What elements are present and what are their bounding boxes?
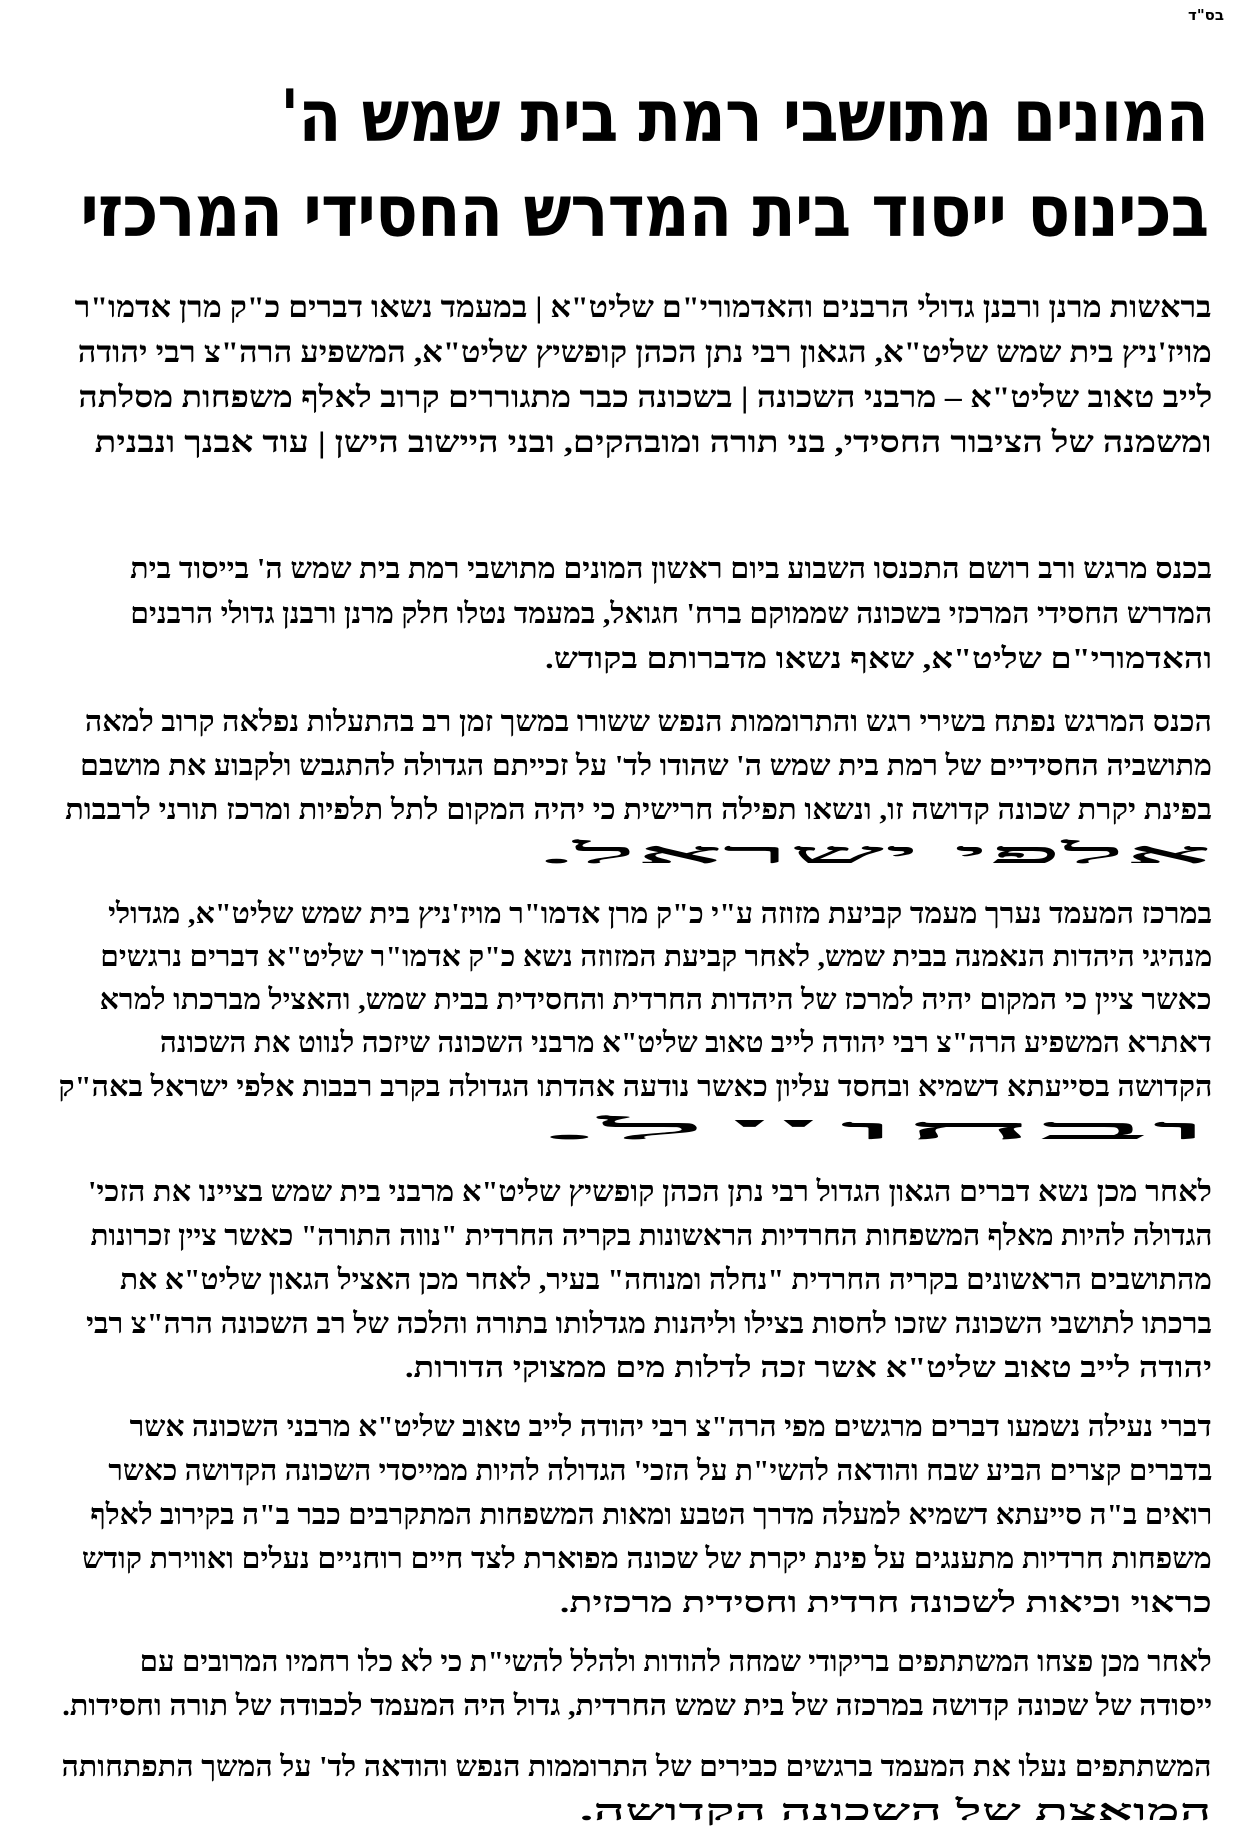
paragraph-line: בדברים קצרים הביע שבח והודאה להשי"ת על הזכי' הגדולה להיות ממייסדי השכונה הקדושה כאשר bbox=[107, 1455, 1212, 1487]
paragraph-line: המדרש החסידי המרכזי בשכונה שממוקם ברח' חגואל, במעמד נטלו חלק מרנן ורבנן גדולי הרבנים bbox=[130, 598, 1212, 630]
paragraph-line: אלפי ישראל. bbox=[539, 838, 1212, 870]
paragraph-line: המשתתפים נעלו את המעמד ברגשים כבירים של התרוממות הנפש והודאה לד' על המשך התפתחותה bbox=[61, 1751, 1212, 1783]
paragraph-line: כאשר ציין כי המקום יהיה למרכז של היהדות החרדית והחסידית בבית שמש, והאציל מברכתו למרא bbox=[100, 984, 1212, 1016]
paragraph-line: בכנס מרגש ורב רושם התכנסו השבוע ביום ראשון המונים מתושבי רמת בית שמש ה' בייסוד בית bbox=[130, 553, 1212, 585]
paragraph-line: דברי נעילה נשמעו דברים מרגשים מפי הרה"צ רבי יהודה לייב טאוב שליט"א מרבני השכונה אשר bbox=[129, 1411, 1212, 1443]
subtitle-line: לייב טאוב שליט"א – מרבני השכונה | בשכונה כבר מתגוררים קרוב לאלף משפחות מסלתה bbox=[78, 381, 1212, 414]
paragraph-line: משפחות חרדיות מתענגים על פינת יקרת של שכונה מפוארת לצד חיים רוחניים נעלים ואווירת קודש bbox=[82, 1543, 1212, 1575]
paragraph-line: ברכתו לתושבי השכונה שזכו לחסות בצילו וליהנות מגדלותו בתורה והלכה של רב השכונה הרה"צ רבי bbox=[85, 1308, 1212, 1340]
paragraph-line: כראוי וכיאות לשכונה חרדית וחסידית מרכזית. bbox=[560, 1587, 1212, 1619]
paragraph-line: הגדולה להיות מאלף המשפחות החרדיות הראשונות בקריה החרדית "נווה התורה" כאשר ציין זכרונות bbox=[89, 1220, 1212, 1252]
paragraph-line: במרכז המעמד נערך מעמד קביעת מזוזה ע"י כ"ק מרן אדמו"ר מויז'ניץ בית שמש שליט"א, מגדולי bbox=[107, 898, 1212, 930]
subtitle-line: ומשמנה של הציבור החסידי, בני תורה ומובהקים, ובני היישוב הישן | עוד אבנך ונבנית bbox=[94, 426, 1212, 459]
headline-line-2: בכינוס ייסוד בית המדרש החסידי המרכזי bbox=[79, 169, 1208, 253]
paragraph-line: דאתרא המשפיע הרה"צ רבי יהודה לייב טאוב שליט"א מרבני השכונה שיזכה לנווט את השכונה bbox=[160, 1027, 1212, 1059]
paragraph-line: ייסודה של שכונה קדושה במרכזה של בית שמש החרדית, גדול היה המעמד לכבודה של תורה וחסידות. bbox=[61, 1690, 1212, 1722]
paragraph-line: רואים ב"ה סייעתא דשמיא למעלה מדרך הטבע ומאות המשפחות המתקרבים כבר ב"ה בקירוב לאלף bbox=[89, 1499, 1212, 1531]
subtitle-line: מויז'ניץ בית שמש שליט"א, הגאון רבי נתן הכהן קופשיץ שליט"א, המשפיע הרה"צ רבי יהודה bbox=[78, 336, 1212, 369]
bsd-header-mark: בס"ד bbox=[1188, 6, 1224, 24]
headline-line-1: המונים מתושבי רמת בית שמש ה' bbox=[280, 74, 1208, 158]
paragraph-line: לאחר מכן פצחו המשתתפים בריקודי שמחה להודות ולהלל להשי"ת כי לא כלו רחמיו המרובים עם bbox=[139, 1646, 1212, 1678]
paragraph-line: הקדושה בסייעתא דשמיא ובחסד עליון כאשר נודעה אהדתו הגדולה בקרב רבבות אלפי ישראל באה"ק bbox=[57, 1071, 1212, 1103]
paragraph-line: מתושביה החסידיים של רמת בית שמש ה' שהודו לד' על זכייתם הגדולה להתגבש ולקבוע את מושבם bbox=[80, 750, 1212, 782]
paragraph-line: לאחר מכן נשא דברים הגאון הגדול רבי נתן הכהן קופשיץ שליט"א מרבני בית שמש בציינו את הזכי' bbox=[88, 1176, 1212, 1208]
paragraph-line: הכנס המרגש נפתח בשירי רגש והתרוממות הנפש ששורו במשך זמן רב בהתעלות נפלאה קרוב למאה bbox=[84, 706, 1212, 738]
paragraph-line: מנהיגי היהדות הנאמנה בבית שמש, לאחר קביעת המזוזה נשא כ"ק אדמו"ר שליט"א דברים נרגשים bbox=[100, 941, 1212, 973]
paragraph-line: בפינת יקרת שכונה קדושה זו, ונשאו תפילה חרישית כי יהיה המקום לתל תלפיות ומרכז תורני לרבבות bbox=[65, 794, 1212, 826]
subtitle-line: בראשות מרנן ורבנן גדולי הרבנים והאדמורי"ם שליט"א | במעמד נשאו דברים כ"ק מרן אדמו"ר bbox=[75, 291, 1212, 324]
paragraph-line: מהתושבים הראשונים בקריה החרדית "נחלה ומנוחה" בעיר, לאחר מכן האציל הגאון שליט"א את bbox=[119, 1264, 1212, 1296]
paragraph-line: ובחו"ל. bbox=[540, 1114, 1212, 1146]
paragraph-line: המואצת של השכונה הקדושה. bbox=[580, 1795, 1212, 1827]
paragraph-line: יהודה לייב טאוב שליט"א אשר זכה לדלות מים ממצוקי הדורות. bbox=[404, 1352, 1212, 1384]
paragraph-line: והאדמורי"ם שליט"א, שאף נשאו מדברותם בקודש. bbox=[545, 643, 1212, 675]
